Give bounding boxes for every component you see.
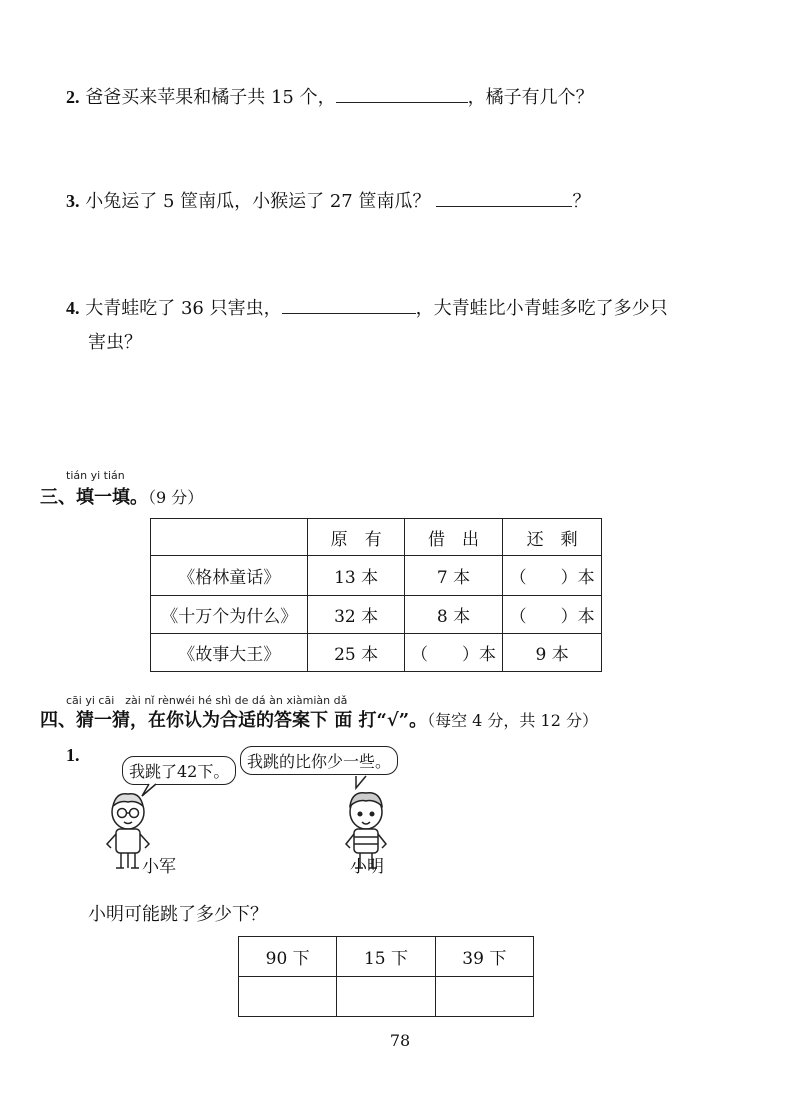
table-header: 原 有 [308,519,404,556]
table-cell [151,519,308,556]
table-cell: 《故事大王》 [151,634,308,672]
question-text: ，大青蛙比小青蛙多吃了多少只 [415,298,668,319]
check-cell[interactable] [239,977,337,1017]
option-label: 15 下 [337,937,435,977]
check-cell[interactable] [435,977,533,1017]
table-cell: 《十万个为什么》 [151,596,308,634]
section-4-pinyin: cāi yi cāi zài nǐ rènwéi hé shì de dá àn xiàmiàn dǎ [66,694,348,707]
sub-question: 小明可能跳了多少下？ [88,904,268,925]
book-table [150,518,602,672]
question-text: ？ [572,191,591,212]
answer-table [238,936,534,1017]
question-4 [66,295,668,322]
question-number-label: 1. [66,745,80,765]
question-number: 3. [66,191,80,211]
answer-cell[interactable]: （ ）本 [503,596,602,634]
page-number: 78 [389,1031,411,1050]
table-row [151,596,602,634]
speech-bubble-right: 我跳的比你少一些。 [240,746,398,775]
table-row [151,634,602,672]
name-label-left: 小军 [142,857,176,877]
options-row [239,937,534,977]
section-3-pinyin: tián yi tián [66,469,125,482]
table-cell: 8 本 [404,596,503,634]
answer-blank[interactable] [336,84,468,103]
table-cell: 7 本 [404,556,503,596]
answer-cell[interactable]: （ ）本 [404,634,503,672]
table-cell: 32 本 [308,596,404,634]
speech-bubble-left: 我跳了42下。 [122,756,236,785]
section-4-heading [40,706,598,732]
answer-blank[interactable] [436,188,572,207]
section-points: （每空 4 分，共 12 分） [427,711,598,730]
question-number: 4. [66,298,80,318]
answer-cell[interactable]: （ ）本 [503,556,602,596]
section-points: （9 分） [148,488,204,507]
section-title: 三、填一填。 [40,487,148,508]
table-header: 借 出 [404,519,503,556]
name-label-right: 小明 [350,857,384,877]
table-header-row [151,519,602,556]
table-header: 还 剩 [503,519,602,556]
section-title: 四、猜一猜，在你认为合适的答案下 面 打“√”。 [40,710,428,731]
table-cell: 13 本 [308,556,404,596]
option-label: 39 下 [435,937,533,977]
question-2 [66,84,594,111]
check-cell[interactable] [337,977,435,1017]
check-row [239,977,534,1017]
question-text: ，橘子有几个？ [467,87,594,108]
table-cell: 《格林童话》 [151,556,308,596]
option-label: 90 下 [239,937,337,977]
question-3 [66,188,590,215]
table-cell: 9 本 [503,634,602,672]
question-text: 大青蛙吃了 36 只害虫， [85,298,282,319]
answer-blank[interactable] [282,295,416,314]
question-text: 小兔运了 5 筐南瓜，小猴运了 27 筐南瓜？ [85,191,431,212]
question-number [66,742,80,769]
question-number: 2. [66,87,80,107]
question-text: 爸爸买来苹果和橘子共 15 个， [85,87,336,108]
section-3-heading [40,483,203,509]
table-cell: 25 本 [308,634,404,672]
illustration [94,744,454,884]
table-row [151,556,602,596]
question-4-line2: 害虫？ [88,332,142,353]
